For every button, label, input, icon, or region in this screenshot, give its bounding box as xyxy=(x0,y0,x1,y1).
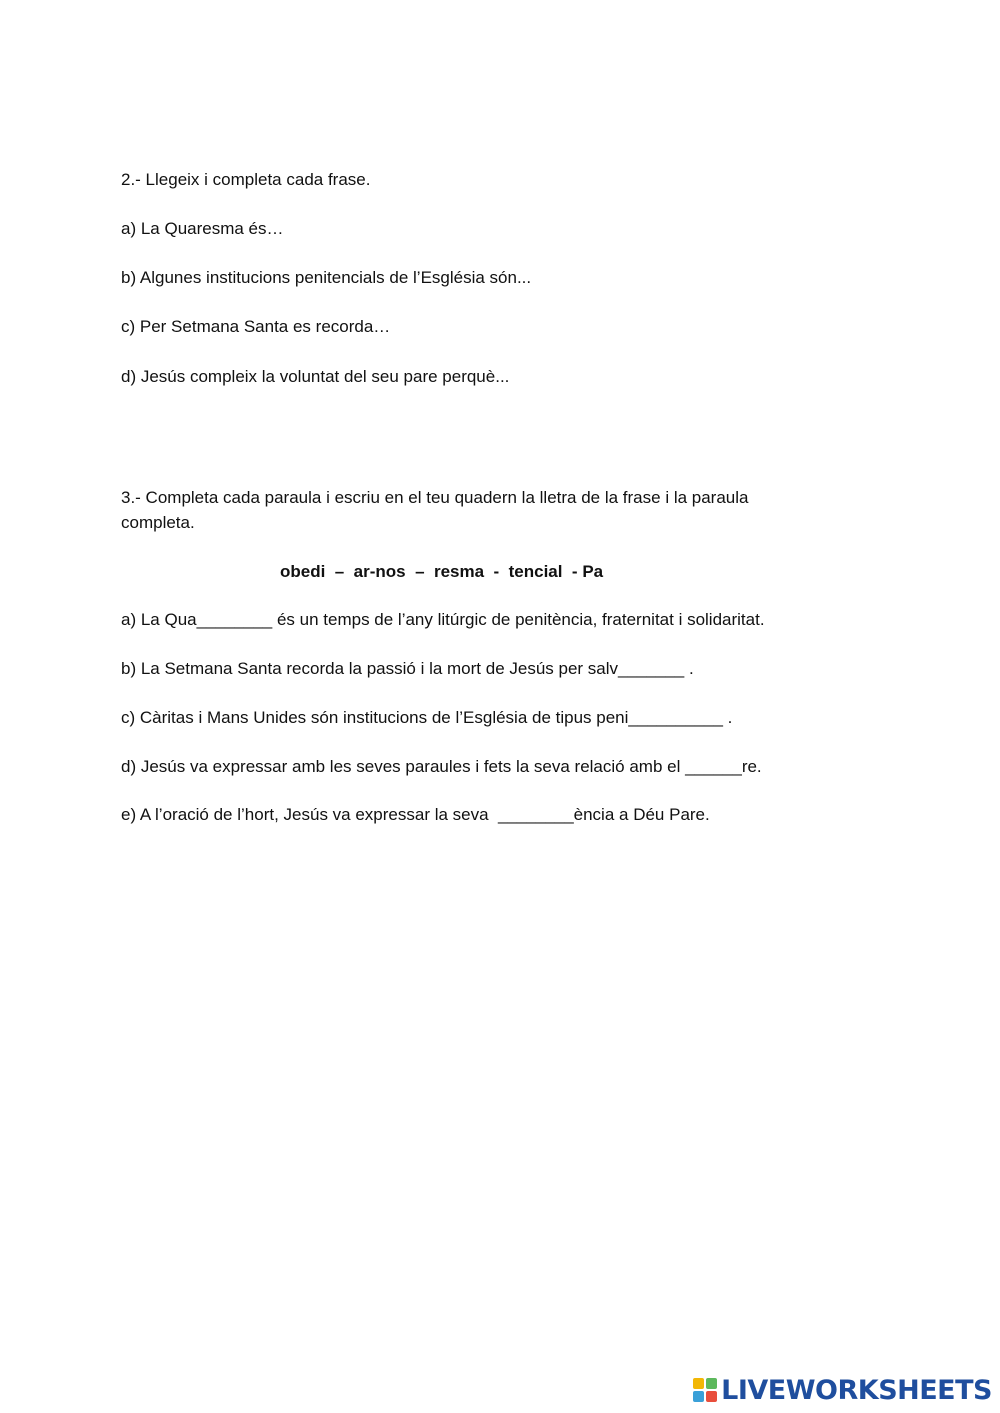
exercise-2-item-b: b) Algunes institucions penitencials de l’Església són... xyxy=(121,268,532,287)
exercise-3-item-a: a) La Qua________ és un temps de l’any litúrgic de penitència, fraternitat i solidaritat. xyxy=(121,610,765,629)
exercise-2-item-d: d) Jesús compleix la voluntat del seu pare perquè... xyxy=(121,367,510,386)
liveworksheets-logo-text: LIVEWORKSHEETS xyxy=(721,1374,992,1406)
logo-square-yellow xyxy=(693,1378,704,1389)
exercise-2-heading: 2.- Llegeix i completa cada frase. xyxy=(121,170,371,189)
logo-square-blue xyxy=(693,1391,704,1402)
exercise-2-item-c: c) Per Setmana Santa es recorda… xyxy=(121,317,391,336)
exercise-3-heading-line-1: 3.- Completa cada paraula i escriu en el teu quadern la lletra de la frase i la paraula xyxy=(121,488,749,507)
exercise-3-item-b: b) La Setmana Santa recorda la passió i la mort de Jesús per salv_______ . xyxy=(121,659,694,678)
word-bank: obedi – ar-nos – resma - tencial - Pa xyxy=(280,562,604,581)
exercise-3-heading-line-2: completa. xyxy=(121,513,195,532)
liveworksheets-logo-icon xyxy=(693,1378,717,1402)
exercise-3-item-e: e) A l’oració de l’hort, Jesús va expressar la seva ________ència a Déu Pare. xyxy=(121,805,710,824)
logo-square-red xyxy=(706,1391,717,1402)
logo-square-green xyxy=(706,1378,717,1389)
liveworksheets-logo xyxy=(693,1373,992,1407)
exercise-3-item-c: c) Càritas i Mans Unides són institucions de l’Església de tipus peni__________ . xyxy=(121,708,733,727)
exercise-3-item-d: d) Jesús va expressar amb les seves paraules i fets la seva relació amb el ______re. xyxy=(121,757,762,776)
exercise-2-item-a: a) La Quaresma és… xyxy=(121,219,284,238)
